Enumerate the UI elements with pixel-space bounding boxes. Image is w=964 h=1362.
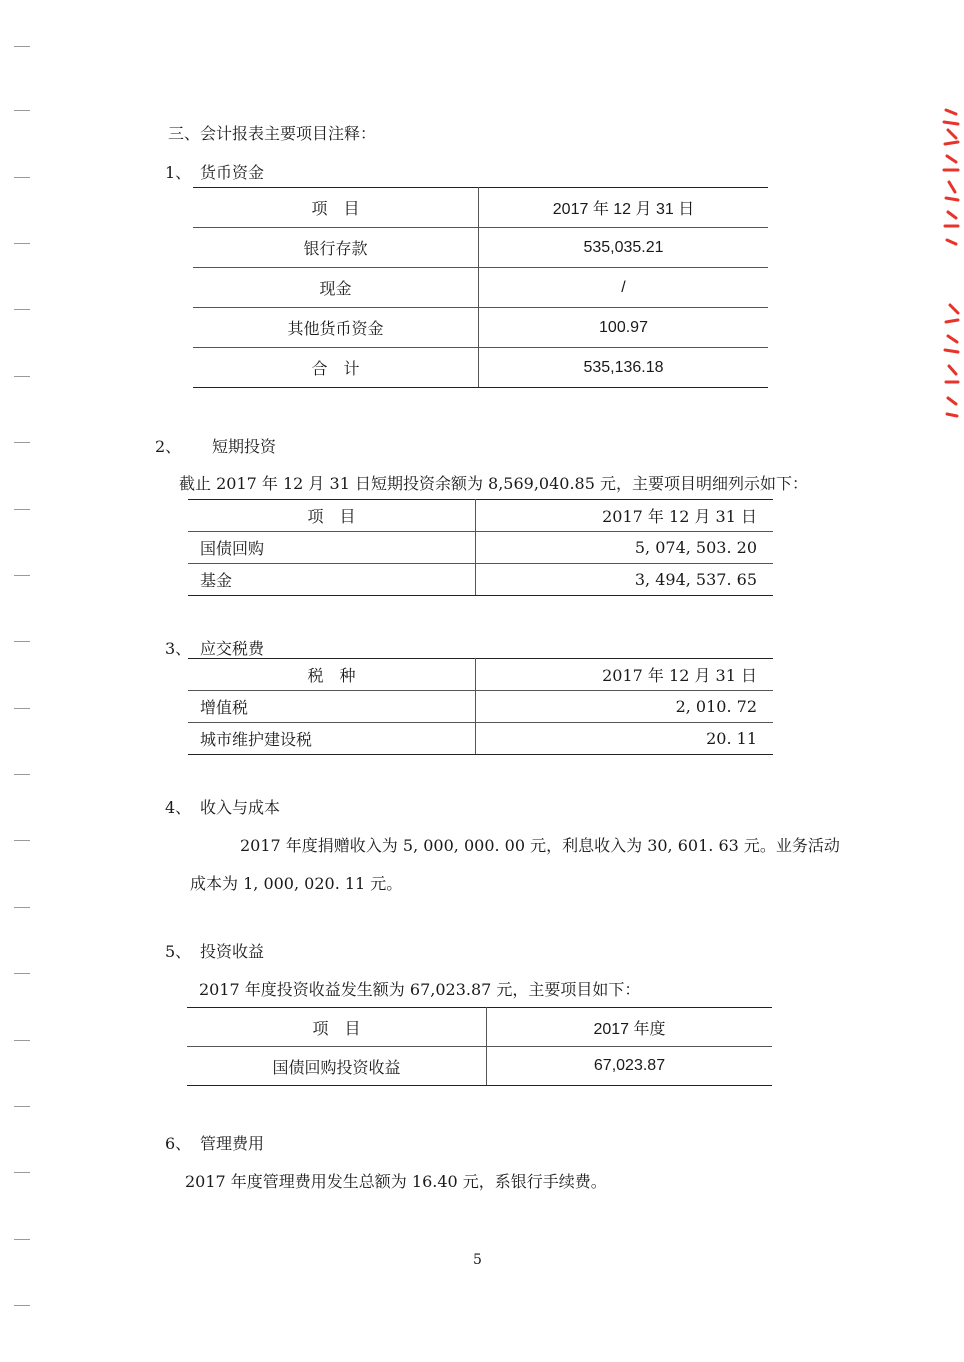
binding-mark (14, 641, 30, 642)
section-3-title: 应交税费 (200, 639, 265, 658)
section-4-text-line-2: 成本为 1, 000, 020. 11 元。 (190, 874, 403, 893)
binding-mark (14, 46, 30, 47)
table-header-row (188, 500, 773, 532)
table-header-cell: 税 种 (188, 659, 476, 691)
binding-mark (14, 376, 30, 377)
table-header-cell: 项 目 (187, 1008, 487, 1047)
table-cell-label: 国债回购 (188, 532, 476, 564)
table-row-total (193, 348, 768, 388)
binding-mark (14, 243, 30, 244)
section-1-title: 货币资金 (200, 163, 265, 182)
binding-mark (14, 1040, 30, 1041)
section-2-intro: 截止 2017 年 12 月 31 日短期投资余额为 8,569,040.85 元，主要项目明细列示如下： (179, 474, 809, 493)
table-cell-label: 现金 (193, 268, 479, 308)
table-header-cell: 2017 年 12 月 31 日 (476, 500, 774, 532)
page-number: 5 (473, 1252, 482, 1268)
tax-payable-table (188, 658, 773, 755)
table-row (188, 532, 773, 564)
binding-mark (14, 309, 30, 310)
table-cell-value: 20. 11 (476, 723, 774, 755)
table-cell-label: 银行存款 (193, 228, 479, 268)
section-3-number: 3、 (165, 639, 192, 658)
binding-mark (14, 177, 30, 178)
section-5-number: 5、 (165, 942, 192, 961)
table-header-cell: 2017 年 12 月 31 日 (476, 659, 774, 691)
binding-mark (14, 907, 30, 908)
short-term-investment-table (188, 499, 773, 596)
section-1-number: 1、 (165, 163, 192, 182)
investment-income-table (187, 1007, 772, 1086)
table-header-cell: 项 目 (188, 500, 476, 532)
table-row (188, 723, 773, 755)
table-cell-label: 合 计 (193, 348, 479, 388)
binding-mark (14, 973, 30, 974)
table-header-cell: 2017 年 12 月 31 日 (479, 188, 769, 228)
section-5-title: 投资收益 (200, 942, 265, 961)
table-cell-label: 其他货币资金 (193, 308, 479, 348)
table-cell-value: 535,136.18 (479, 348, 769, 388)
binding-mark (14, 774, 30, 775)
section-4-text-line-1: 2017 年度捐赠收入为 5, 000, 000. 00 元，利息收入为 30, 601. 63 元。业务活动 (240, 836, 840, 855)
section-6-text: 2017 年度管理费用发生总额为 16.40 元，系银行手续费。 (185, 1172, 607, 1191)
binding-mark (14, 575, 30, 576)
table-cell-value: 535,035.21 (479, 228, 769, 268)
section-2-title: 短期投资 (212, 437, 277, 456)
table-cell-label: 国债回购投资收益 (187, 1047, 487, 1086)
section-4-number: 4、 (165, 798, 192, 817)
table-cell-label: 基金 (188, 564, 476, 596)
table-row (187, 1047, 772, 1086)
cash-table (193, 187, 768, 388)
binding-mark (14, 1305, 30, 1306)
red-seal-fragment (938, 100, 964, 440)
binding-mark (14, 110, 30, 111)
section-6-title: 管理费用 (200, 1134, 265, 1153)
section-4-title: 收入与成本 (200, 798, 281, 817)
binding-mark (14, 840, 30, 841)
binding-mark (14, 442, 30, 443)
binding-mark (14, 708, 30, 709)
table-cell-value: 67,023.87 (487, 1047, 773, 1086)
table-cell-value: / (479, 268, 769, 308)
table-cell-label: 城市维护建设税 (188, 723, 476, 755)
section-6-number: 6、 (165, 1134, 192, 1153)
table-row (188, 691, 773, 723)
binding-mark (14, 1106, 30, 1107)
table-cell-label: 增值税 (188, 691, 476, 723)
table-row (188, 564, 773, 596)
table-row (193, 268, 768, 308)
table-cell-value: 3, 494, 537. 65 (476, 564, 774, 596)
table-header-row (193, 188, 768, 228)
table-row (193, 228, 768, 268)
section-5-intro: 2017 年度投资收益发生额为 67,023.87 元，主要项目如下： (199, 980, 641, 999)
table-header-cell: 项 目 (193, 188, 479, 228)
table-cell-value: 2, 010. 72 (476, 691, 774, 723)
binding-mark (14, 1239, 30, 1240)
binding-mark (14, 509, 30, 510)
table-header-cell: 2017 年度 (487, 1008, 773, 1047)
binding-mark (14, 1172, 30, 1173)
table-cell-value: 5, 074, 503. 20 (476, 532, 774, 564)
main-heading: 三、会计报表主要项目注释： (168, 124, 377, 143)
table-row (193, 308, 768, 348)
section-2-number: 2、 (155, 437, 182, 456)
table-header-row (188, 659, 773, 691)
table-header-row (187, 1008, 772, 1047)
table-cell-value: 100.97 (479, 308, 769, 348)
